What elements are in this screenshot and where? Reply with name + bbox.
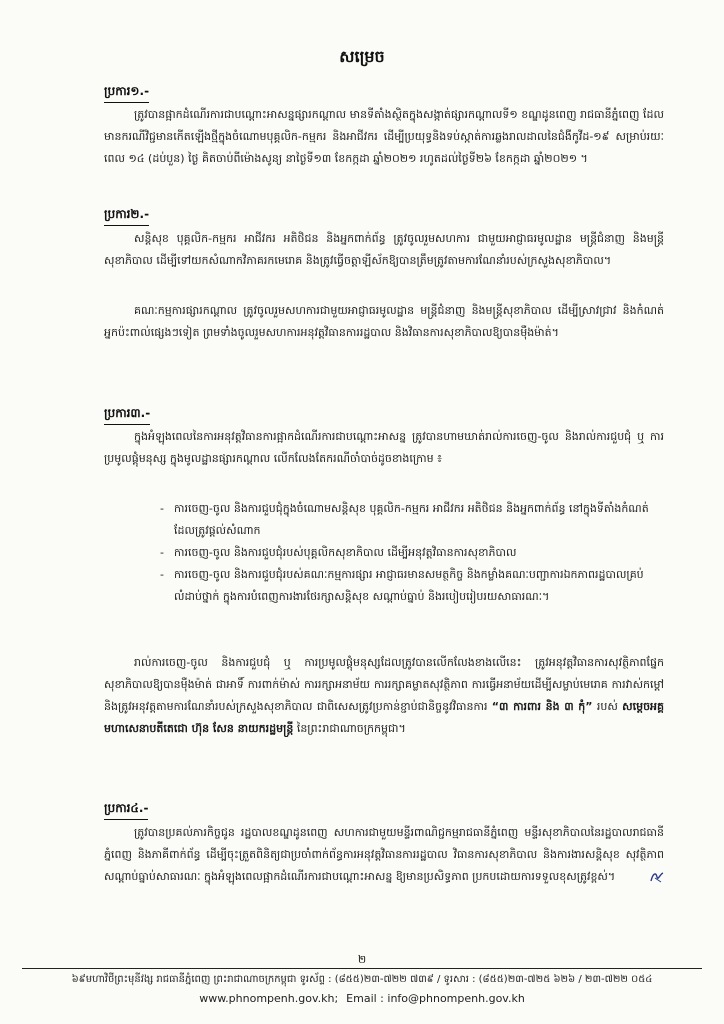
article-2-heading: ប្រការ២.- <box>104 206 149 226</box>
article-3-closing: រាល់ការចេញ-ចូល និងការជួបជុំ ឬ ការប្រមូលផ្តុំមនុស្សដែលត្រូវបានលើកលែងខាងលើនេះ ត្រូវអនុវត្តវិធានការសុវត្ថិភាពផ្នែកសុខាភិបាលឱ្យបានម៉ឺងម៉ាត់ ជាអាទិ៍ ការពាក់ម៉ាស់ ការរក្សាអនាម័យ ការរក្សាគម្លាតសុវត្ថិភាព ការធ្វើអនាម័យដើម្បីសម្លាប់មេរោគ ការវាស់កម្តៅ និងត្រូវអនុវត្តតាមការណែនាំរបស់ក្រសួងសុខាភិបាល ជាពិសេសត្រូវប្រកាន់ខ្ជាប់ជានិច្ចនូវវិធានការ “៣ ការពារ និង ៣ កុំ” របស់ សម្តេចអគ្គមហាសេនាបតីតេជោ ហ៊ុន សែន នាយករដ្ឋមន្ត្រី នៃព្រះរាជាណាចក្រកម្ពុជា។ <box>104 656 664 735</box>
article-3-intro: ក្នុងអំឡុងពេលនៃការអនុវត្តវិធានការផ្អាកដំណើរការជាបណ្តោះអាសន្ន ត្រូវបានហាមឃាត់រាល់ការចេញ-ចូល និងរាល់ការជួបជុំ ឬ ការប្រមូលផ្តុំមនុស្ស ក្នុងមូលដ្ឋានផ្សារកណ្តាល លើកលែងតែករណីចាំបាច់ដូចខាងក្រោម ៖ <box>104 430 664 465</box>
article-3-exception-list <box>160 498 664 630</box>
initial-signature-icon <box>619 870 635 884</box>
email-label: Email : <box>346 992 384 1005</box>
footer-address: ៦៩មហាវិថីព្រះមុនីវង្ស រាជធានីភ្នំពេញ ព្រះរាជាណាចក្រកម្ពុជា ទូរស័ព្ទ : (៨៥៥)២៣-៧២២ ៧៣៩ / ទូរសារ : (៨៥៥)២៣-៧២៥ ៦២៦ / ២៣-៧២២ ០៥៤ <box>71 974 653 985</box>
article-2-paragraph-2: គណៈកម្មការផ្សារកណ្តាល ត្រូវចូលរួមសហការជាមួយអាជ្ញាធរមូលដ្ឋាន មន្ត្រីជំនាញ និងមន្ត្រីសុខាភិបាល ដើម្បីស្រាវជ្រាវ និងកំណត់អ្នកប៉ះពាល់ផ្សេងៗទៀត ព្រមទាំងចូលរួមសហការអនុវត្តវិធានការរដ្ឋបាល និងវិធានការសុខាភិបាលឱ្យបានម៉ឺងម៉ាត់។ <box>104 304 664 339</box>
article-4-paragraph: ត្រូវបានប្រគល់ភារកិច្ចជូន រដ្ឋបាលខណ្ឌដូនពេញ សហការជាមួយមន្ទីរពាណិជ្ជកម្មរាជធានីភ្នំពេញ មន្ទីរសុខាភិបាលនៃរដ្ឋបាលរាជធានីភ្នំពេញ និងភាគីពាក់ព័ន្ធ ដើម្បីចុះត្រួតពិនិត្យជាប្រចាំពាក់ព័ន្ធការអនុវត្តវិធានការរដ្ឋបាល វិធានការសុខាភិបាល និងការងារសន្តិសុខ សុវត្ថិភាព សណ្តាប់ធ្នាប់សាធារណៈ ក្នុងអំឡុងពេលផ្អាកដំណើរការជាបណ្តោះអាសន្ន ឱ្យមានប្រសិទ្ធភាព ប្រកបដោយការទទួលខុសត្រូវខ្ពស់។ <box>104 826 664 883</box>
footer-contact <box>0 992 724 1005</box>
page-number: ២ <box>357 953 367 966</box>
article-3-heading: ប្រការ៣.- <box>104 405 150 425</box>
footer-divider <box>22 968 702 969</box>
article-1-paragraph: ត្រូវបានផ្អាកដំណើរការជាបណ្តោះអាសន្នផ្សារកណ្តាល មានទីតាំងស្ថិតក្នុងសង្កាត់ផ្សារកណ្តាលទី១ ខណ្ឌដូនពេញ រាជធានីភ្នំពេញ ដែលមានករណីវិជ្ជមានកើតឡើងថ្មីក្នុងចំណោមបុគ្គលិក-កម្មករ និងអាជីវករ ដើម្បីប្រយុទ្ធនិងទប់ស្កាត់ការឆ្លងរាលដាលនៃជំងឺកូវីដ-១៩ សម្រាប់រយៈពេល ១៤ (ដប់បួន) ថ្ងៃ គិតចាប់ពីម៉ោងសូន្យ នាថ្ងៃទី១៣ ខែកក្កដា ឆ្នាំ២០២១ រហូតដល់ថ្ងៃទី២៦ ខែកក្កដា ឆ្នាំ២០២១ ។ <box>104 108 664 165</box>
website-link[interactable]: www.phnompenh.gov.kh; <box>199 992 339 1005</box>
three-protections-phrase: “៣ ការពារ និង ៣ កុំ” <box>491 700 593 713</box>
exception-item-1: - ការចេញ-ចូល និងការជួបជុំក្នុងចំណោមសន្តិសុខ បុគ្គលិក-កម្មករ អាជីវករ អតិថិជន និងអ្នកពាក់ព័ន្ធ នៅក្នុងទីតាំងកំណត់ដែលត្រូវផ្តល់សំណាក <box>160 498 664 542</box>
document-title: សម្រេច <box>339 47 385 66</box>
exception-item-3: - ការចេញ-ចូល និងការជួបជុំរបស់គណៈកម្មការផ្សារ អាជ្ញាធរមានសមត្ថកិច្ច និងកម្លាំងគណៈបញ្ជាការឯកភាពរដ្ឋបាលគ្រប់លំដាប់ថ្នាក់ ក្នុងការបំពេញការងារថែរក្សាសន្តិសុខ សណ្តាប់ធ្នាប់ និងរបៀបរៀបរយសាធារណៈ។ <box>160 564 664 630</box>
prime-minister-name: សម្តេចអគ្គមហាសេនាបតីតេជោ ហ៊ុន សែន នាយករដ្ឋមន្ត្រី <box>104 700 664 735</box>
article-4-heading: ប្រការ៤.- <box>104 800 148 820</box>
email-link[interactable]: info@phnompenh.gov.kh <box>387 992 525 1005</box>
article-2-paragraph-1: សន្តិសុខ បុគ្គលិក-កម្មករ អាជីវករ អតិថិជន និងអ្នកពាក់ព័ន្ធ ត្រូវចូលរួមសហការ ជាមួយអាជ្ញាធរមូលដ្ឋាន មន្ត្រីជំនាញ និងមន្ត្រីសុខាភិបាល ដើម្បីទៅយកសំណាកវិភាគរកមេរោគ និងត្រូវធ្វើចត្តាឡីស័កឱ្យបានត្រឹមត្រូវតាមការណែនាំរបស់ក្រសួងសុខាភិបាល។ <box>104 232 664 267</box>
exception-item-2: - ការចេញ-ចូល និងការជួបជុំរបស់បុគ្គលិកសុខាភិបាល ដើម្បីអនុវត្តវិធានការសុខាភិបាល <box>160 542 664 564</box>
article-1-heading: ប្រការ១.- <box>104 83 149 103</box>
